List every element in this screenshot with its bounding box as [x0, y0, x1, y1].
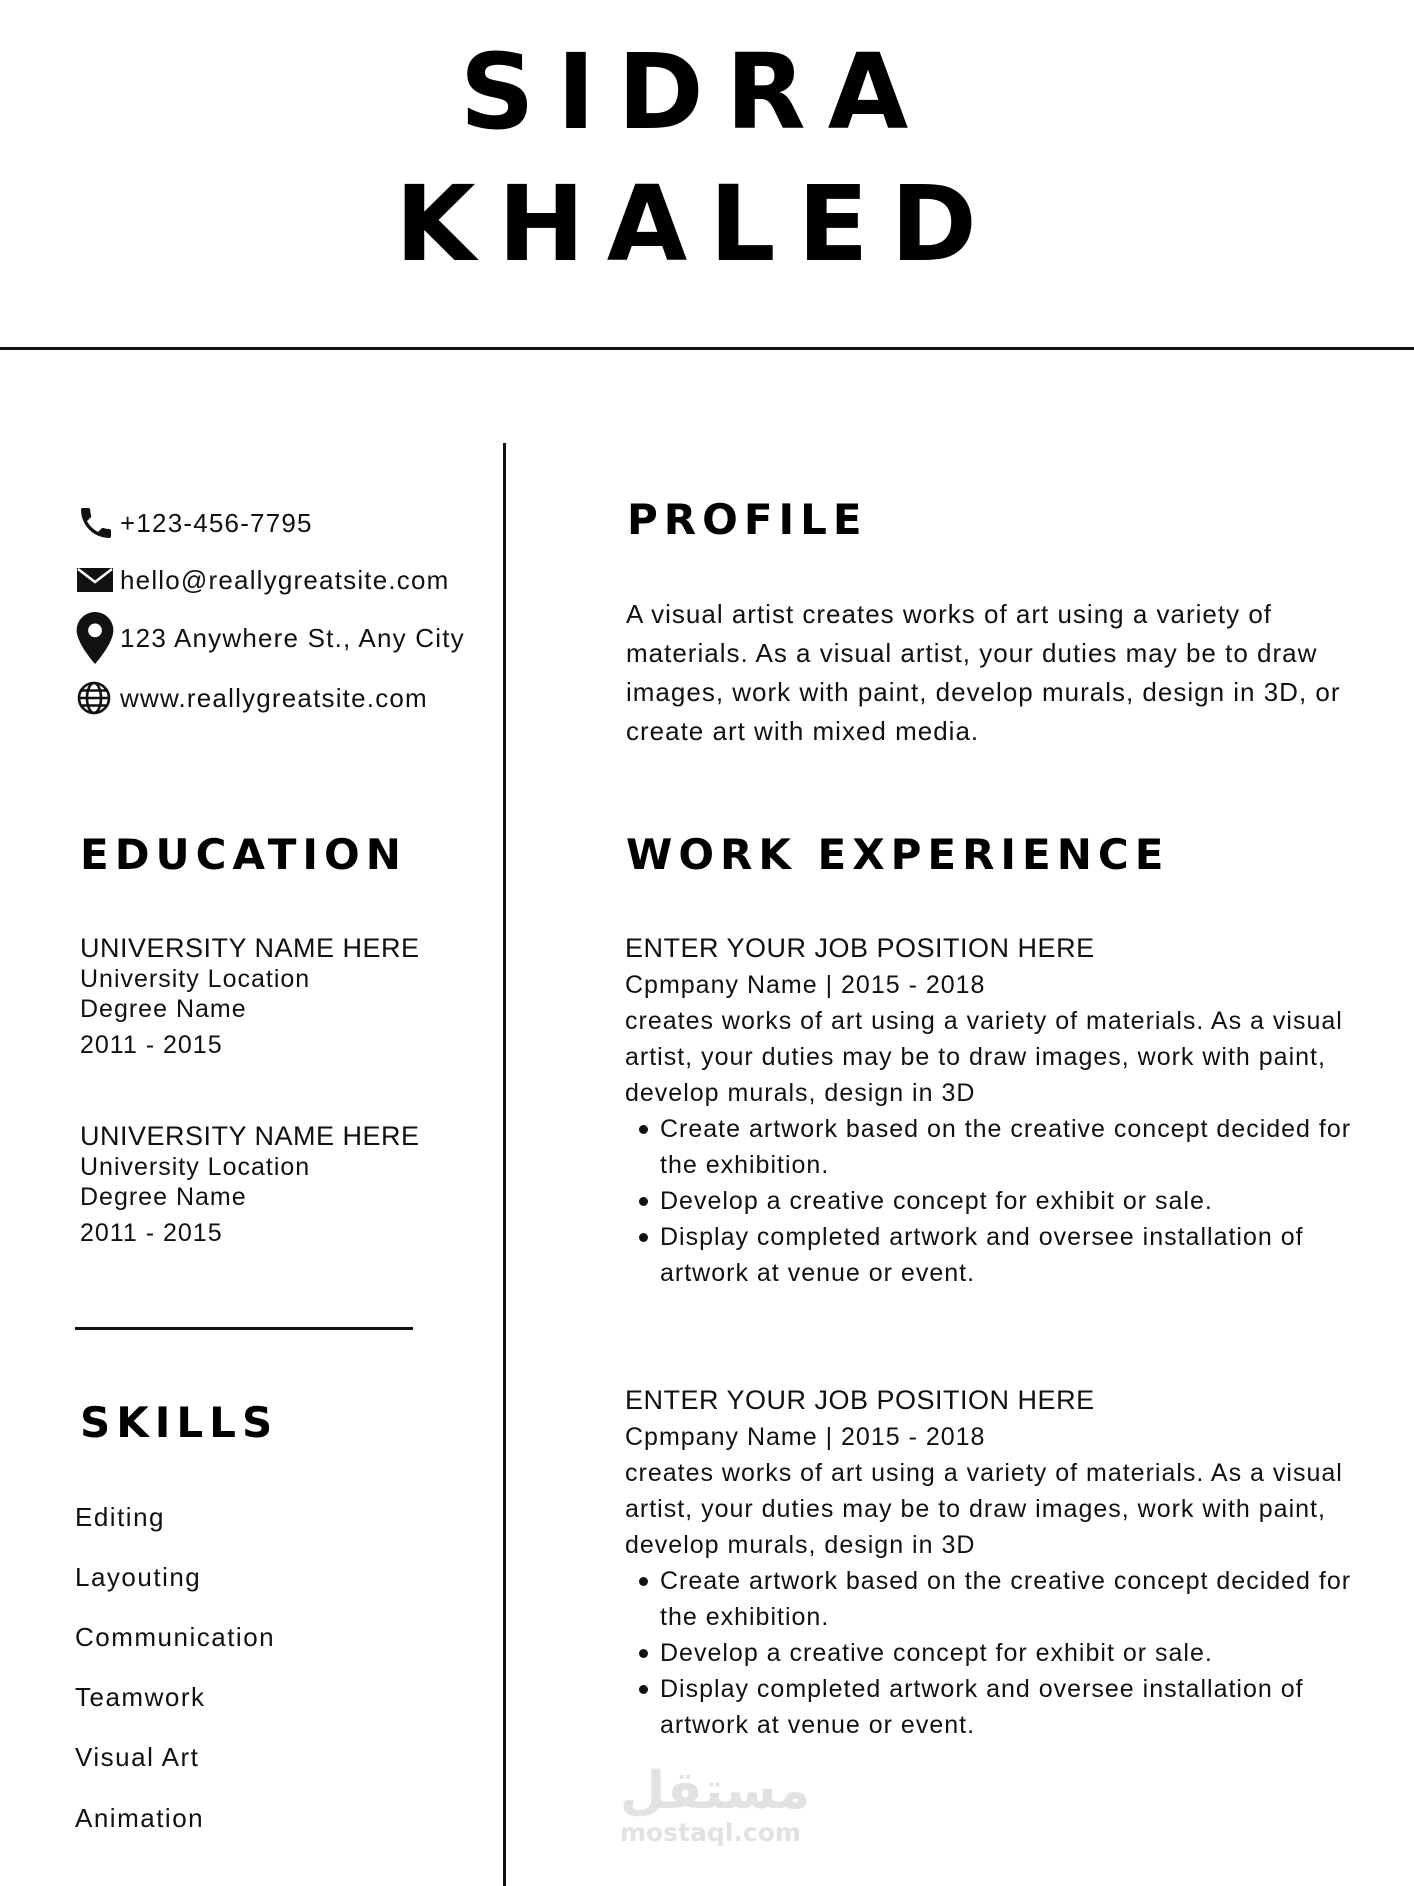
education-entry: [80, 932, 480, 1060]
bullet-dot: [639, 1577, 648, 1586]
location-pin-icon: [76, 613, 120, 663]
education-divider: [75, 1327, 413, 1330]
job-bullet-text: Display completed artwork and oversee installation of artwork at venue or event.: [660, 1223, 1304, 1287]
university-location: University Location: [80, 1153, 311, 1181]
email-address: hello@reallygreatsite.com: [120, 564, 450, 595]
skill-item: Communication: [75, 1622, 276, 1652]
skill-item: Layouting: [75, 1562, 202, 1592]
job-bullet-text: Develop a creative concept for exhibit or sale.: [660, 1639, 1213, 1667]
education-heading: EDUCATION: [80, 830, 407, 879]
job-bullet: [625, 1563, 1365, 1635]
header-divider: [0, 347, 1414, 350]
job-bullet: [625, 1219, 1365, 1291]
profile-heading: PROFILE: [627, 495, 868, 544]
university-name: UNIVERSITY NAME HERE: [80, 933, 420, 963]
contact-address: [76, 613, 476, 663]
bullet-dot: [639, 1685, 648, 1694]
profile-text: A visual artist creates works of art using a variety of materials. As a visual artist, your duties may be to draw images, work with paint, develop murals, design in 3D, or create art with mixed media.: [626, 599, 1341, 746]
job-position: ENTER YOUR JOB POSITION HERE: [625, 1385, 1095, 1415]
education-years: 2011 - 2015: [80, 1031, 223, 1059]
university-location: University Location: [80, 965, 311, 993]
skill-item: Animation: [75, 1803, 205, 1833]
skill-item: Visual Art: [75, 1742, 200, 1772]
street-address: 123 Anywhere St., Any City: [120, 622, 465, 653]
phone-number: +123-456-7795: [120, 507, 313, 538]
mail-icon: [76, 555, 120, 605]
degree-name: Degree Name: [80, 995, 247, 1023]
column-divider: [503, 443, 506, 1886]
bullet-dot: [639, 1125, 648, 1134]
contact-email: [76, 555, 476, 605]
job-entry: [625, 932, 1365, 1291]
job-entry: [625, 1384, 1365, 1743]
contact-phone: [76, 498, 476, 548]
work-experience-heading: WORK EXPERIENCE: [626, 830, 1170, 879]
job-description: creates works of art using a variety of materials. As a visual artist, your duties may be to draw images, work with paint, develop murals, design in 3D: [625, 1459, 1343, 1559]
last-name: KHALED: [395, 163, 999, 285]
job-bullet-text: Create artwork based on the creative concept decided for the exhibition.: [660, 1567, 1352, 1631]
bullet-dot: [639, 1197, 648, 1206]
job-bullet-text: Display completed artwork and oversee installation of artwork at venue or event.: [660, 1675, 1304, 1739]
university-name: UNIVERSITY NAME HERE: [80, 1121, 420, 1151]
first-name: SIDRA: [459, 31, 931, 153]
watermark-latin: mostaql.com: [620, 1818, 801, 1847]
watermark: [620, 1761, 811, 1847]
job-bullet-list: [625, 1111, 1365, 1291]
education-years: 2011 - 2015: [80, 1219, 223, 1247]
bullet-dot: [639, 1649, 648, 1658]
job-position: ENTER YOUR JOB POSITION HERE: [625, 933, 1095, 963]
job-bullet-text: Develop a creative concept for exhibit or sale.: [660, 1187, 1213, 1215]
globe-icon: [76, 673, 120, 723]
education-entry: [80, 1120, 480, 1248]
job-bullet-text: Create artwork based on the creative concept decided for the exhibition.: [660, 1115, 1352, 1179]
company-line: Cpmpany Name | 2015 - 2018: [625, 1423, 986, 1451]
skills-heading: SKILLS: [80, 1398, 279, 1447]
job-bullet-list: [625, 1563, 1365, 1743]
job-bullet: [625, 1111, 1365, 1183]
job-description: creates works of art using a variety of materials. As a visual artist, your duties may be to draw images, work with paint, develop murals, design in 3D: [625, 1007, 1343, 1107]
job-bullet: [625, 1183, 1365, 1219]
contact-website: [76, 673, 476, 723]
website-url: www.reallygreatsite.com: [120, 682, 428, 713]
phone-icon: [76, 498, 120, 548]
company-line: Cpmpany Name | 2015 - 2018: [625, 971, 986, 999]
degree-name: Degree Name: [80, 1183, 247, 1211]
skill-item: Teamwork: [75, 1682, 206, 1712]
skill-item: Editing: [75, 1502, 165, 1532]
job-bullet: [625, 1671, 1365, 1743]
job-bullet: [625, 1635, 1365, 1671]
watermark-arabic: مستقل: [620, 1761, 811, 1821]
bullet-dot: [639, 1233, 648, 1242]
